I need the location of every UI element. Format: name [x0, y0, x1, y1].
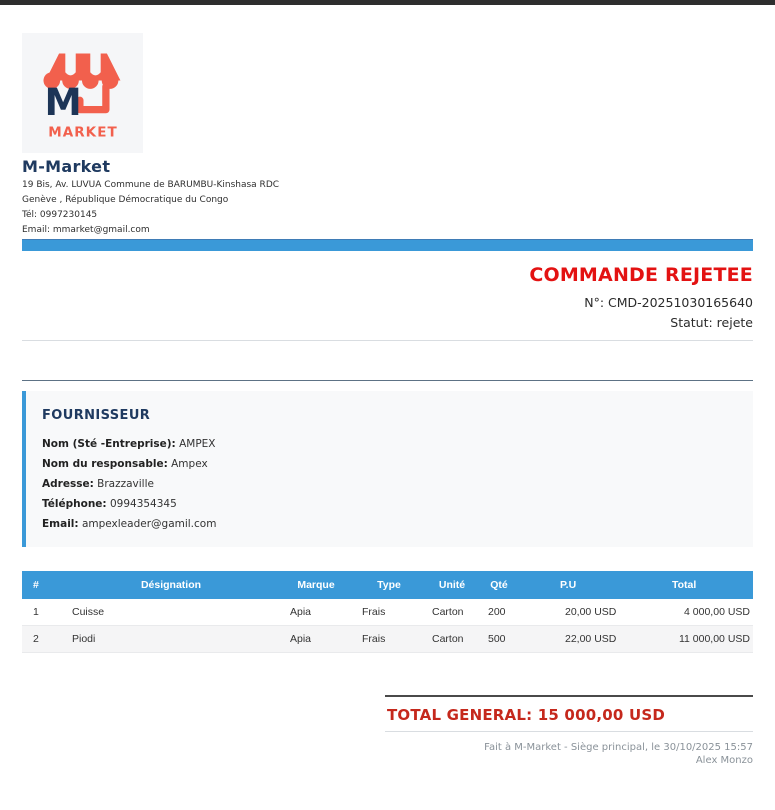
window-top-bar	[0, 0, 775, 5]
divider-medium	[22, 380, 753, 381]
field-value: ampexleader@gamil.com	[81, 518, 217, 530]
footer-author: Alex Monzo	[695, 755, 753, 766]
field-label: Nom du responsable:	[42, 458, 168, 470]
supplier-field-company	[42, 434, 735, 454]
cell-total: 11 000,00 USD	[640, 626, 753, 653]
order-number: N°: CMD-20251030165640	[584, 295, 753, 310]
supplier-heading: FOURNISSEUR	[42, 408, 151, 423]
cell-designation: Piodi	[62, 626, 280, 653]
svg-text:MARKET: MARKET	[47, 124, 118, 141]
document-footer	[22, 741, 753, 768]
supplier-fields	[42, 434, 735, 534]
company-email: Email: mmarket@gmail.com	[22, 225, 150, 235]
cell-type: Frais	[352, 599, 426, 626]
cell-qty: 500	[478, 626, 520, 653]
header-designation: Désignation	[62, 571, 280, 599]
company-phone: Tél: 0997230145	[22, 210, 98, 220]
cell-qty: 200	[478, 599, 520, 626]
order-status: Statut: rejete	[670, 315, 753, 330]
storefront-icon	[31, 41, 135, 145]
items-table	[22, 571, 753, 653]
header-type: Type	[352, 571, 426, 599]
cell-unit: Carton	[426, 626, 478, 653]
header-unit-price: P.U	[520, 571, 640, 599]
supplier-field-manager	[42, 454, 735, 474]
cell-unit: Carton	[426, 599, 478, 626]
company-logo	[22, 33, 143, 153]
field-label: Adresse:	[42, 478, 94, 490]
field-value: AMPEX	[179, 438, 216, 450]
cell-type: Frais	[352, 626, 426, 653]
header-brand: Marque	[280, 571, 352, 599]
supplier-field-address	[42, 474, 735, 494]
cell-brand: Apia	[280, 599, 352, 626]
cell-unit-price: 20,00 USD	[520, 599, 640, 626]
cell-brand: Apia	[280, 626, 352, 653]
footer-made-at: Fait à M-Market - Siège principal, le 30/10/2025 15:57	[484, 742, 753, 753]
field-label: Téléphone:	[42, 498, 107, 510]
cell-index: 2	[22, 626, 62, 653]
document-page	[0, 33, 775, 768]
company-address-line1: 19 Bis, Av. LUVUA Commune de BARUMBU-Kinshasa RDC	[22, 180, 280, 190]
title-block	[22, 264, 753, 330]
accent-bar	[22, 240, 753, 251]
header-index: #	[22, 571, 62, 599]
cell-index: 1	[22, 599, 62, 626]
header-unit: Unité	[426, 571, 478, 599]
table-header-row	[22, 571, 753, 599]
field-value: Ampex	[171, 458, 208, 470]
field-value: Brazzaville	[97, 478, 154, 490]
header-qty: Qté	[478, 571, 520, 599]
cell-total: 4 000,00 USD	[640, 599, 753, 626]
supplier-field-phone	[42, 494, 735, 514]
company-name: M-Market	[22, 157, 111, 176]
svg-text:M: M	[44, 79, 82, 124]
field-value: 0994354345	[109, 498, 177, 510]
grand-total-label: TOTAL GENERAL: 15 000,00 USD	[387, 706, 665, 724]
cell-designation: Cuisse	[62, 599, 280, 626]
field-label: Nom (Sté -Entreprise):	[42, 438, 176, 450]
divider-light	[22, 340, 753, 341]
field-label: Email:	[42, 518, 79, 530]
table-row	[22, 626, 753, 653]
document-title: COMMANDE REJETEE	[529, 264, 753, 286]
table-row	[22, 599, 753, 626]
supplier-field-email	[42, 514, 735, 534]
company-address-line2: Genève , République Démocratique du Congo	[22, 195, 229, 205]
cell-unit-price: 22,00 USD	[520, 626, 640, 653]
supplier-section	[22, 391, 753, 547]
header-total: Total	[640, 571, 753, 599]
grand-total-section	[385, 695, 753, 732]
